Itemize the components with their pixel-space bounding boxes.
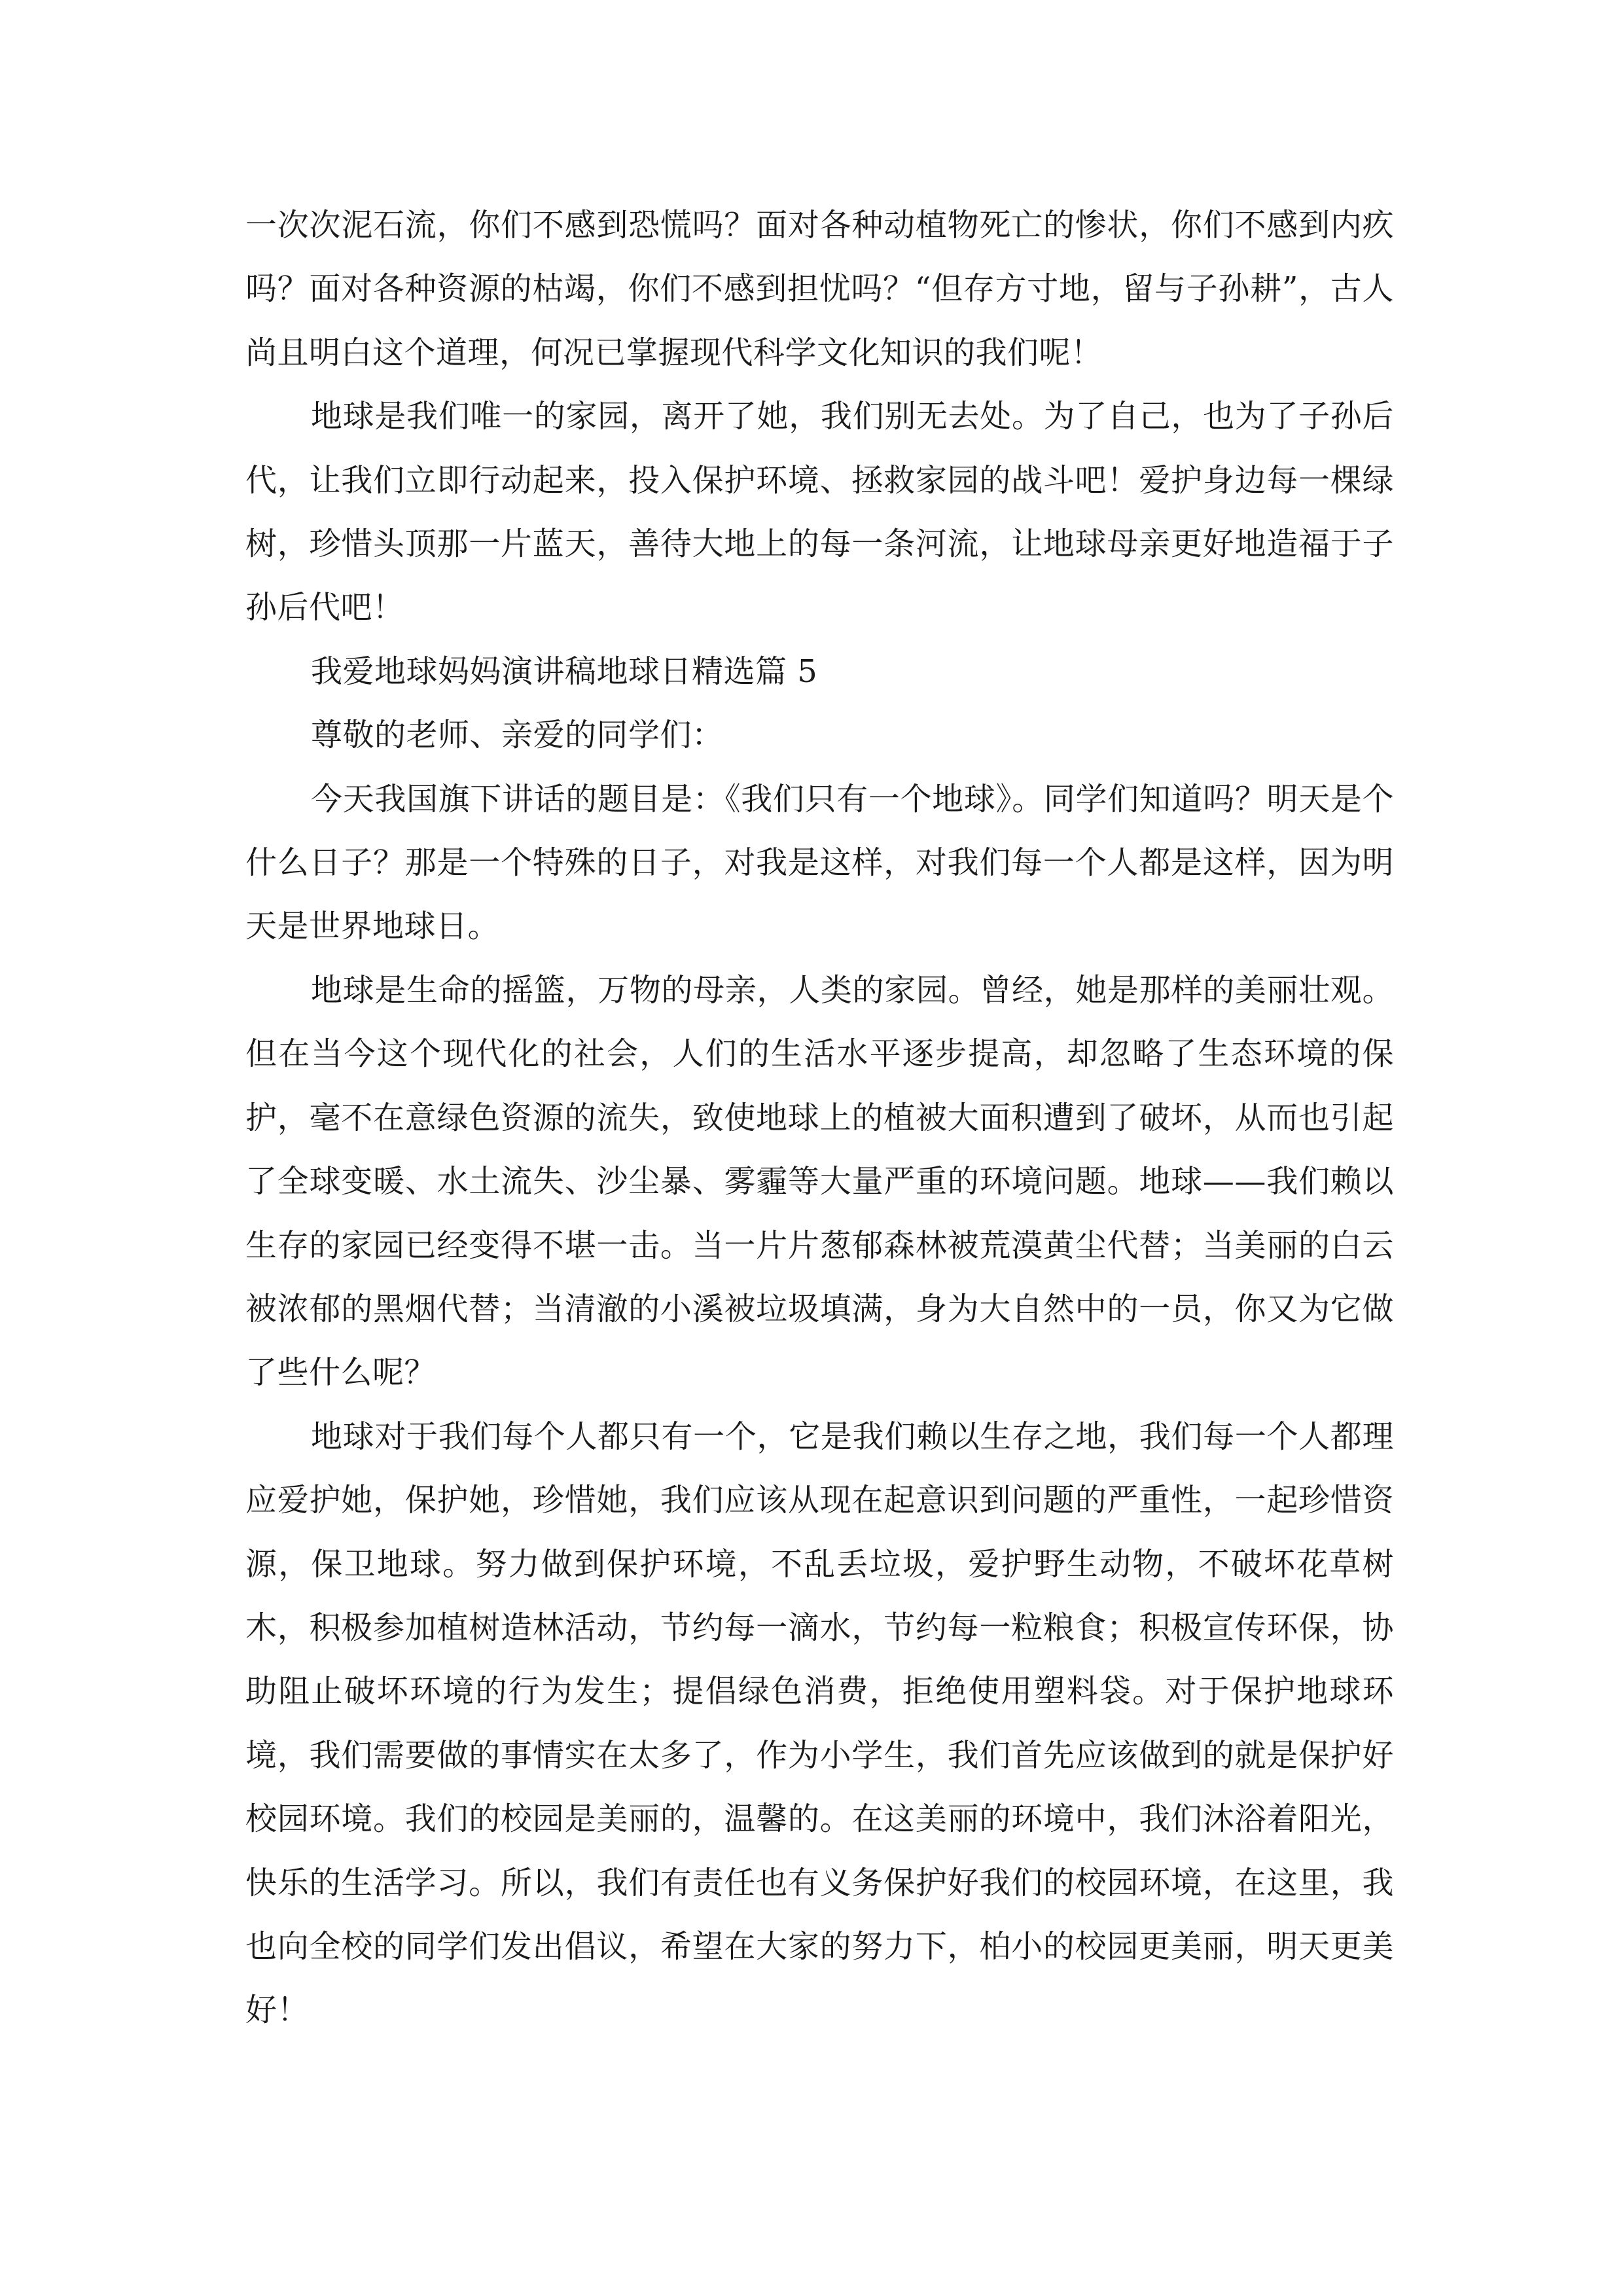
paragraph: 地球对于我们每个人都只有一个，它是我们赖以生存之地，我们每一个人都理应爱护她，保护她，珍惜她，我们应该从现在起意识到问题的严重性，一起珍惜资源，保卫地球。努力做到保护环境，不乱丢垃圾，爱护野生动物，不破坏花草树木，积极参加植树造林活动，节约每一滴水，节约每一粒粮食；积极宣传环保，协助阻止破坏环境的行为发生；提倡绿色消费，拒绝使用塑料袋。对于保护地球环境，我们需要做的事情实在太多了，作为小学生，我们首先应该做到的就是保护好校园环境。我们的校园是美丽的，温馨的。在这美丽的环境中，我们沐浴着阳光，快乐的生活学习。所以，我们有责任也有义务保护好我们的校园环境，在这里，我也向全校的同学们发出倡议，希望在大家的努力下，柏小的校园更美丽，明天更美好！ [245,1418,1394,2029]
salutation: 尊敬的老师、亲爱的同学们： [311,717,724,754]
paragraph: 地球是我们唯一的家园，离开了她，我们别无去处。为了自己，也为了子孙后代，让我们立即行动起来，投入保护环境、拯救家园的战斗吧！爱护身边每一棵绿树，珍惜头顶那一片蓝天，善待大地上的每一条河流，让地球母亲更好地造福于子孙后代吧！ [245,398,1394,626]
paragraph: 地球是生命的摇篮，万物的母亲，人类的家园。曾经，她是那样的美丽壮观。但在当今这个现代化的社会，人们的生活水平逐步提高，却忽略了生态环境的保护，毫不在意绿色资源的流失，致使地球上的植被大面积遭到了破坏，从而也引起了全球变暖、水土流失、沙尘暴、雾霾等大量严重的环境问题。地球——我们赖以生存的家园已经变得不堪一击。当一片片葱郁森林被荒漠黄尘代替；当美丽的白云被浓郁的黑烟代替；当清澈的小溪被垃圾填满，身为大自然中的一员，你又为它做了些什么呢？ [245,971,1394,1391]
paragraph: 今天我国旗下讲话的题目是：《我们只有一个地球》。同学们知道吗？明天是个什么日子？那是一个特殊的日子，对我是这样，对我们每一个人都是这样，因为明天是世界地球日。 [245,780,1394,945]
document-body [245,194,1394,2043]
section-title: 我爱地球妈妈演讲稿地球日精选篇 5 [311,653,818,690]
paragraph-continued: 一次次泥石流，你们不感到恐慌吗？面对各种动植物死亡的惨状，你们不感到内疚吗？面对各种资源的枯竭，你们不感到担忧吗？“但存方寸地，留与子孙耕”，古人尚且明白这个道理，何况已掌握现代科学文化知识的我们呢！ [245,207,1394,371]
